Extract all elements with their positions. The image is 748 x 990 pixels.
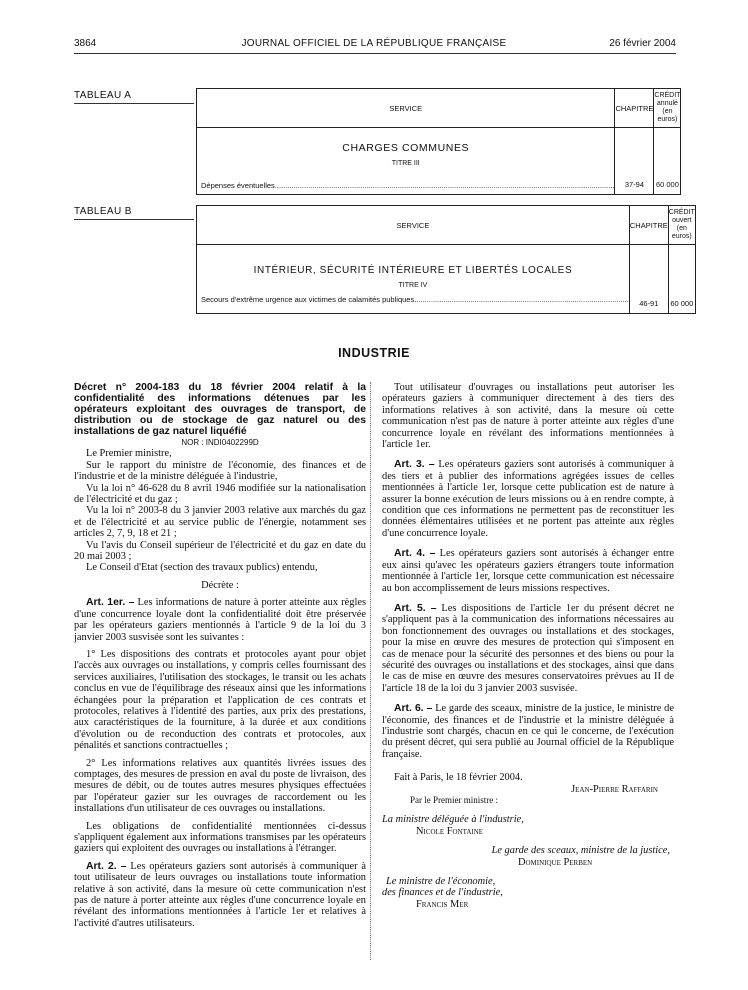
- tableau-a-rule: [74, 103, 194, 104]
- header-rule: [74, 53, 676, 54]
- chapitre-value: 46-91: [629, 245, 668, 314]
- column-divider: [370, 382, 371, 960]
- journal-title: JOURNAL OFFICIEL DE LA RÉPUBLIQUE FRANÇAISE: [241, 38, 507, 49]
- tableau-a-label: TABLEAU A: [74, 90, 132, 101]
- line-item: Dépenses éventuelles...................................................................................................................................................................: [201, 181, 615, 190]
- titre-label: TITRE III: [391, 160, 420, 167]
- credit-value: 60 000: [654, 128, 681, 195]
- col-service: SERVICE: [197, 206, 630, 245]
- article-6: Art. 6. – Le garde des sceaux, ministre de la justice, le ministre de l'économie, des finances et de l'industrie et la ministre déléguée à l'industrie sont chargés, chacun en ce qui le concerne, de l'exécution du présent décret, qui sera publié au Journal officiel de la République française.: [382, 703, 674, 760]
- minister-economy-name: Francis Mer: [416, 898, 469, 910]
- col-credit: CRÉDIT ouvert (en euros): [668, 206, 695, 245]
- preamble-line: Vu la loi n° 46-628 du 8 avril 1946 modifiée sur la nationalisation de l'électricité et du gaz ;: [74, 482, 366, 506]
- article-1-item-2: 2° Les informations relatives aux quantités livrées issues des comptages, des mesures de pression en aval du poste de livraison, des mesures de débit, ou de toutes autres mesures physiques effectuées par l'opérateur gazier sur les ouvrages de raccordement ou les installations d'un utilisateur de ces ouvrages ou installations.: [74, 757, 366, 815]
- article-5: Art. 5. – Les dispositions de l'article 1er du présent décret ne s'appliquent pas à la communication des informations nécessaires au bon fonctionnement des ouvrages ou installations et des stockages, pour la mise en œuvre des mesures de protection qui s'imposent en cas de menace pour la sécurité des personnes et des biens ou pour la sécurité des ouvrages ou installations et des stockages, ainsi que dans le cas de mise en œuvre des mesures conservatoires prévues au II de l'article 18 de la loi du 3 janvier 2003 susvisée.: [382, 602, 674, 694]
- right-column: [382, 382, 674, 910]
- minister-industry-name: Nicole Fontaine: [416, 825, 484, 837]
- article-label: Art. 4. –: [394, 548, 436, 560]
- decree-title: Décret n° 2004-183 du 18 février 2004 relatif à la confidentialité des informations détenues par les opérateurs exploitant des ouvrages de transport, de distribution ou de stockage de gaz naturel ou des installations de gaz naturel liquéfié: [74, 382, 366, 437]
- article-2: Art. 2. – Les opérateurs gaziers sont autorisés à communiquer à tout utilisateur de leurs ouvrages ou installations toute information relative à son activité, dans la mesure où cette communication n'est pas de nature à porter atteinte aux règles d'une concurrence loyale en révélant des informations mentionnées à l'article 1er et relatives à l'activité d'autres utilisateurs.: [74, 860, 366, 929]
- minister-industry-title: La ministre déléguée à l'industrie,: [382, 814, 524, 826]
- left-column: [74, 382, 366, 929]
- garde-des-sceaux-title: Le garde des sceaux, ministre de la justice,: [491, 845, 670, 857]
- article-label: Art. 5. –: [394, 602, 437, 614]
- preamble-line: Vu la loi n° 2003-8 du 3 janvier 2003 relative aux marchés du gaz et de l'électricité et au service public de l'énergie, notamment ses articles 2, 7, 9, 18 et 21 ;: [74, 505, 366, 540]
- titre-label: TITRE IV: [398, 281, 428, 289]
- row-content: [197, 128, 615, 195]
- col-chapitre: CHAPITRE: [615, 89, 654, 128]
- col-credit: CRÉDIT annulé (en euros): [654, 89, 681, 128]
- garde-des-sceaux-name: Dominique Perben: [518, 856, 593, 868]
- issue-date: 26 février 2004: [609, 38, 676, 49]
- decrete: Décrète :: [201, 579, 239, 591]
- article-2-paragraph: Tout utilisateur d'ouvrages ou installations peut autoriser les opérateurs gaziers à communiquer directement à des tiers des informations relatives à son activité, dans la mesure où cette communication n'est pas de nature à porter atteinte aux règles d'une concurrence loyale en révélant des informations mentionnées à l'article 1er.: [382, 382, 674, 451]
- page-number: 3864: [74, 38, 97, 49]
- signature-pm: Jean-Pierre Raffarin: [571, 783, 658, 795]
- section-title: CHARGES COMMUNES: [342, 142, 470, 154]
- line-item: Secours d'extrême urgence aux victimes de calamités publiques.......................................................................................................: [201, 294, 629, 304]
- row-content: [197, 245, 630, 314]
- article-1-item-1: 1° Les dispositions des contrats et protocoles ayant pour objet l'accès aux ouvrages ou installations, y compris celles fournissant des services auxiliaires, l'utilisation des stockages, le transit ou les achats conclus en vue de l'équilibrage des réseaux ainsi que les informations échangées pour la préparation et l'application de ces contrats et protocoles, relatives à l'identité des parties, aux prix des prestations, aux caractéristiques de la fourniture, à la durée et aux conditions d'évolution ou de reconduction des contrats et protocoles, aux pénalités et sanctions contractuelles ;: [74, 648, 366, 752]
- section-title: INTÉRIEUR, SÉCURITÉ INTÉRIEURE ET LIBERTÉS LOCALES: [253, 264, 573, 276]
- nor-reference: NOR : INDI0402299D: [181, 438, 259, 447]
- tableau-b-table: [196, 205, 696, 314]
- article-label: Art. 2. –: [86, 860, 127, 872]
- article-label: Art. 3. –: [394, 459, 435, 471]
- minister-economy-title: Le ministre de l'économie,: [386, 876, 496, 888]
- article-1: Art. 1er. – Les informations de nature à porter atteinte aux règles d'une concurrence loyale dont la confidentialité doit être préservée par les opérateurs gaziers mentionnés à l'article 9 de la loi du 3 janvier 2003 susvisée sont les suivantes :: [74, 597, 366, 643]
- article-1-paragraph: Les obligations de confidentialité mentionnées ci-dessus s'appliquent également aux informations transmises par les opérateurs gaziers qui exploitent des ouvrages ou installations à l'étranger.: [74, 820, 366, 855]
- chapitre-value: 37-94: [615, 128, 654, 195]
- section-heading: INDUSTRIE: [338, 346, 410, 360]
- preamble-line: Sur le rapport du ministre de l'économie, des finances et de l'industrie et de la ministre déléguée à l'industrie,: [74, 459, 366, 483]
- par-premier-ministre: Par le Premier ministre :: [410, 795, 498, 805]
- credit-value: 60 000: [668, 245, 695, 314]
- article-3: Art. 3. – Les opérateurs gaziers sont autorisés à communiquer à des tiers et à publier des informations agrégées issues de celles mentionnées à l'article 1er, lorsque cette publication est de nature à assurer la bonne exécution de leurs missions ou à en rendre compte, à condition que ces informations ne permettent pas de reconstituer les données élémentaires utilisées et ne portent pas atteinte aux règles d'une concurrence loyale.: [382, 459, 674, 539]
- preamble-line: Vu l'avis du Conseil supérieur de l'électricité et du gaz en date du 20 mai 2003 ;: [74, 539, 366, 563]
- col-chapitre: CHAPITRE: [629, 206, 668, 245]
- col-service: SERVICE: [197, 89, 615, 128]
- tableau-a-table: [196, 88, 681, 195]
- tableau-b-rule: [74, 219, 194, 220]
- article-4: Art. 4. – Les opérateurs gaziers sont autorisés à échanger entre eux ainsi qu'avec les opérateurs gaziers étrangers toute information mentionnée à l'article 1er, lorsque cette communication est nécessaire au bon accomplissement de leurs missions respectives.: [382, 548, 674, 594]
- article-label: Art. 6. –: [394, 703, 433, 715]
- preamble-line: Le Premier ministre,: [86, 448, 172, 460]
- minister-economy-title-2: des finances et de l'industrie,: [382, 887, 503, 899]
- fait-a-paris: Fait à Paris, le 18 février 2004.: [394, 772, 523, 784]
- article-label: Art. 1er. –: [86, 597, 135, 609]
- preamble-line: Le Conseil d'Etat (section des travaux publics) entendu,: [86, 562, 318, 574]
- tableau-b-label: TABLEAU B: [74, 206, 132, 217]
